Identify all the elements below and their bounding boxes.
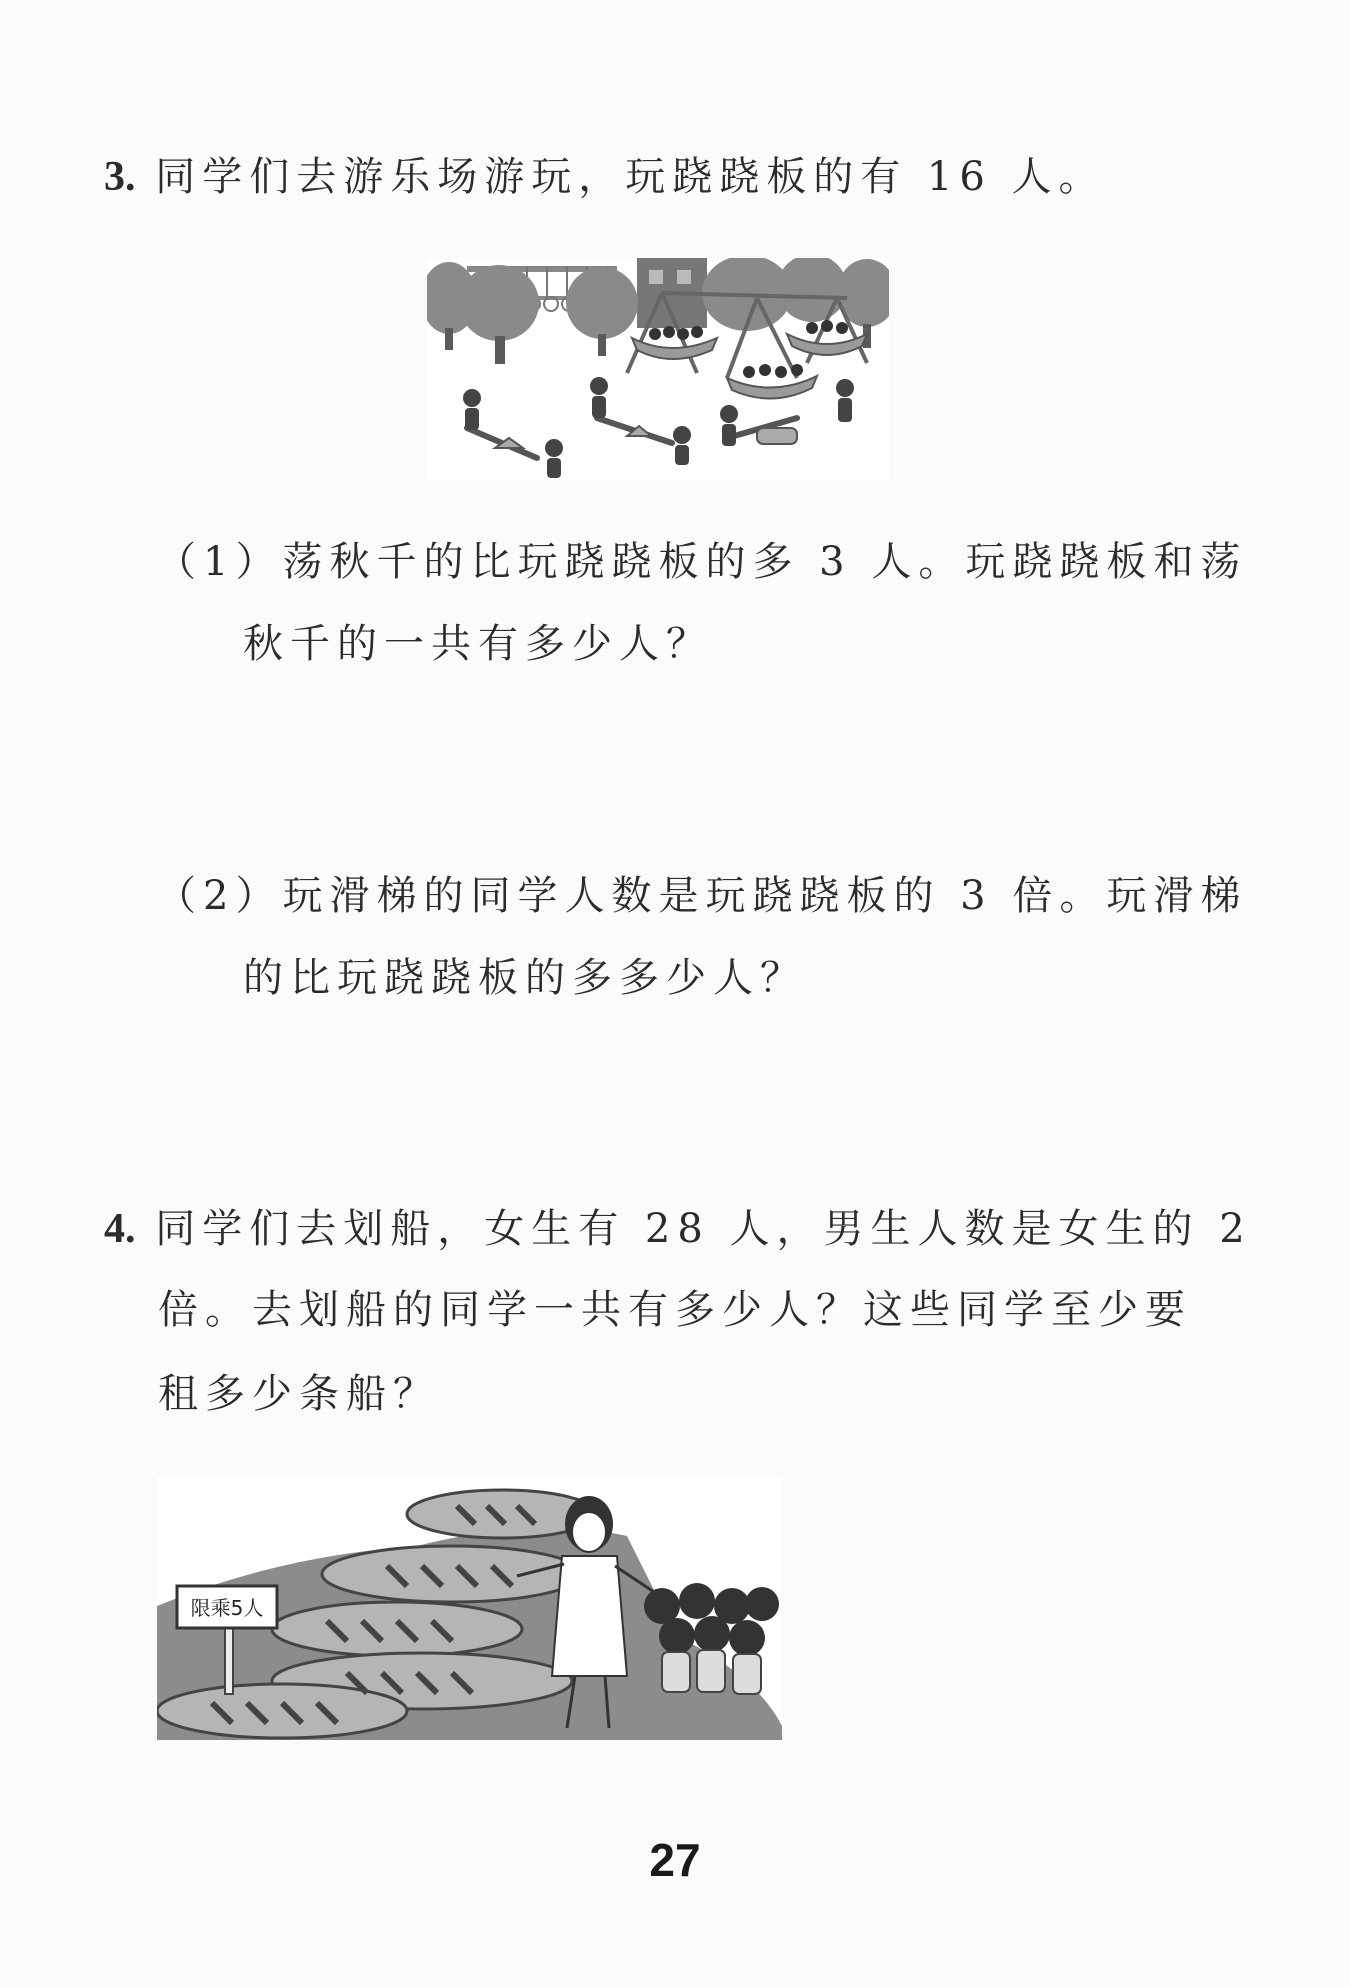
question-4-number: 4.: [104, 1206, 136, 1252]
question-4-line-3: 租多少条船？: [158, 1371, 440, 1417]
question-3-part-1-line-1: [156, 539, 1248, 585]
question-3-text: 同学们去游乐场游玩，玩跷跷板的有 16 人。: [155, 154, 1106, 200]
question-4-line-2: 倍。去划船的同学一共有多少人？这些同学至少要: [158, 1287, 1192, 1333]
question-3-part-1-line-2: 秋千的一共有多少人？: [243, 621, 713, 667]
question-3-part-2-text-1: 玩滑梯的同学人数是玩跷跷板的 3 倍。玩滑梯: [282, 873, 1248, 919]
playground-illustration: [427, 258, 889, 480]
boating-illustration: [157, 1476, 782, 1740]
question-4-text-1: 同学们去划船，女生有 28 人，男生人数是女生的 2: [155, 1206, 1252, 1252]
question-3-number: 3.: [104, 154, 136, 200]
question-3-part-2-line-2: 的比玩跷跷板的多多少人？: [243, 955, 807, 1001]
question-3-part-2-line-1: [156, 873, 1248, 919]
page-number: 27: [649, 1834, 701, 1886]
question-4-line-1: [104, 1208, 1252, 1250]
boat-capacity-sign-text: 限乘5人: [190, 1596, 264, 1620]
boating-scene: [157, 1476, 782, 1740]
question-3-part-1-text-1: 荡秋千的比玩跷跷板的多 3 人。玩跷跷板和荡: [282, 539, 1248, 585]
question-3-part-1-label: （1）: [156, 539, 283, 585]
question-3: [104, 156, 1106, 198]
question-3-part-2-label: （2）: [156, 873, 283, 919]
playground-scene: [427, 258, 889, 480]
